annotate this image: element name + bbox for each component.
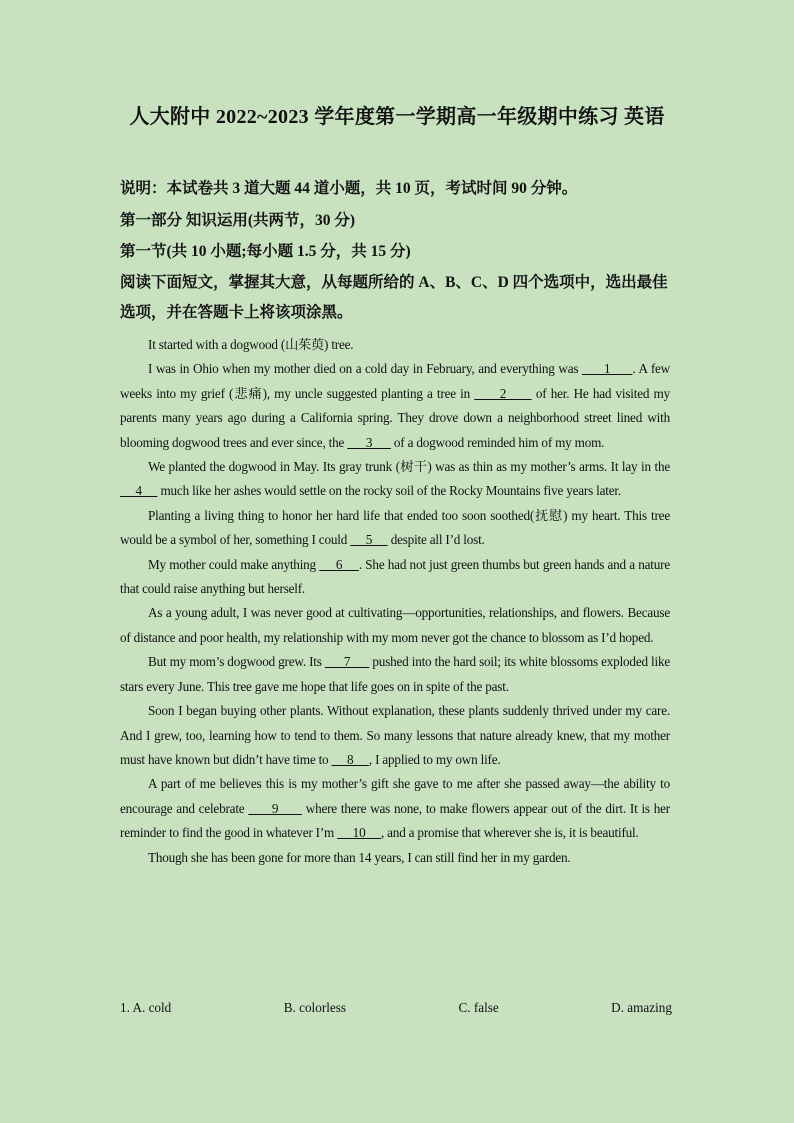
blank-10: 10 bbox=[337, 825, 381, 841]
paragraph: Soon I began buying other plants. Without explanation, these plants suddenly thrived under my care. And I grew, too, learning how to tend to them. So many lessons that nature already knew, that my mother must have known but didn’t have time to 8 , I applied to my own life. bbox=[120, 703, 670, 767]
blank-5: 5 bbox=[350, 532, 388, 548]
blank-1: 1 bbox=[581, 361, 633, 377]
part-heading: 第一部分 知识运用(共两节，30 分) bbox=[120, 212, 356, 229]
paragraph: It started with a dogwood (山茱萸) tree. bbox=[148, 337, 354, 352]
paragraph: We planted the dogwood in May. Its gray trunk (树干) was as thin as my mother’s arms. It lay in the 4 much like her ashes would settle on the rocky soil of the Rocky Mountains five years later. bbox=[120, 459, 670, 499]
option-d[interactable]: D. amazing bbox=[611, 1000, 672, 1015]
paragraph: My mother could make anything 6 . She had not just green thumbs but green hands and a nature that could raise anything but herself. bbox=[120, 556, 670, 597]
directions: 阅读下面短文，掌握其大意，从每题所给的 A、B、C、D 四个选项中，选出最佳选项，并在答题卡上将该项涂黑。 bbox=[120, 274, 668, 321]
blank-2: 2 bbox=[474, 385, 532, 401]
paragraph: But my mom’s dogwood grew. Its 7 pushed into the hard soil; its white blossoms exploded like stars every June. This tree gave me hope that life goes on in spite of the past. bbox=[120, 654, 671, 694]
option-c[interactable]: C. false bbox=[458, 1000, 499, 1015]
blank-6: 6 bbox=[319, 556, 359, 572]
paragraph: Though she has been gone for more than 14 years, I can still find her in my garden. bbox=[148, 849, 571, 865]
paragraph: A part of me believes this is my mother’s gift she gave to me after she passed away—the ability to encourage and celebrate 9 where there was none, to make flowers appear out of the dirt. It is her reminder to find the good in whatever I’m 10 , and a promise that wherever she is, it is beautiful. bbox=[120, 776, 671, 841]
paragraph: Planting a living thing to honor her hard life that ended too soon soothed(抚慰) my heart. This tree would be a symbol of her, something I could 5 despite all I’d lost. bbox=[120, 507, 670, 548]
blank-9: 9 bbox=[248, 800, 302, 816]
section-heading: 第一节(共 10 小题;每小题 1.5 分，共 15 分) bbox=[120, 243, 411, 260]
reading-passage bbox=[120, 333, 670, 870]
exam-note: 说明：本试卷共 3 道大题 44 道小题，共 10 页，考试时间 90 分钟。 bbox=[120, 180, 578, 197]
page-title: 人大附中 2022~2023 学年度第一学期高一年级期中练习 英语 bbox=[129, 106, 665, 128]
option-a[interactable]: 1. A. cold bbox=[120, 1000, 172, 1015]
blank-3: 3 bbox=[347, 434, 391, 450]
blank-4: 4 bbox=[120, 483, 158, 499]
blank-8: 8 bbox=[331, 751, 369, 767]
question-1-options bbox=[120, 996, 672, 1020]
paragraph: As a young adult, I was never good at cultivating—opportunities, relationships, and flowers. Because of distance and poor health, my relationship with my mom never got the chance to blossom as I’d hoped. bbox=[120, 605, 670, 645]
option-b[interactable]: B. colorless bbox=[283, 1000, 346, 1015]
blank-7: 7 bbox=[324, 654, 370, 670]
paragraph: I was in Ohio when my mother died on a cold day in February, and everything was 1 . A few weeks into my grief (悲痛), my uncle suggested planting a tree in 2 of her. He had visited my parents many years ago during a California spring. They drove down a neighborhood street lined with blooming dogwood trees and ever since, the 3 of a dogwood reminded him of my mom. bbox=[120, 361, 670, 450]
